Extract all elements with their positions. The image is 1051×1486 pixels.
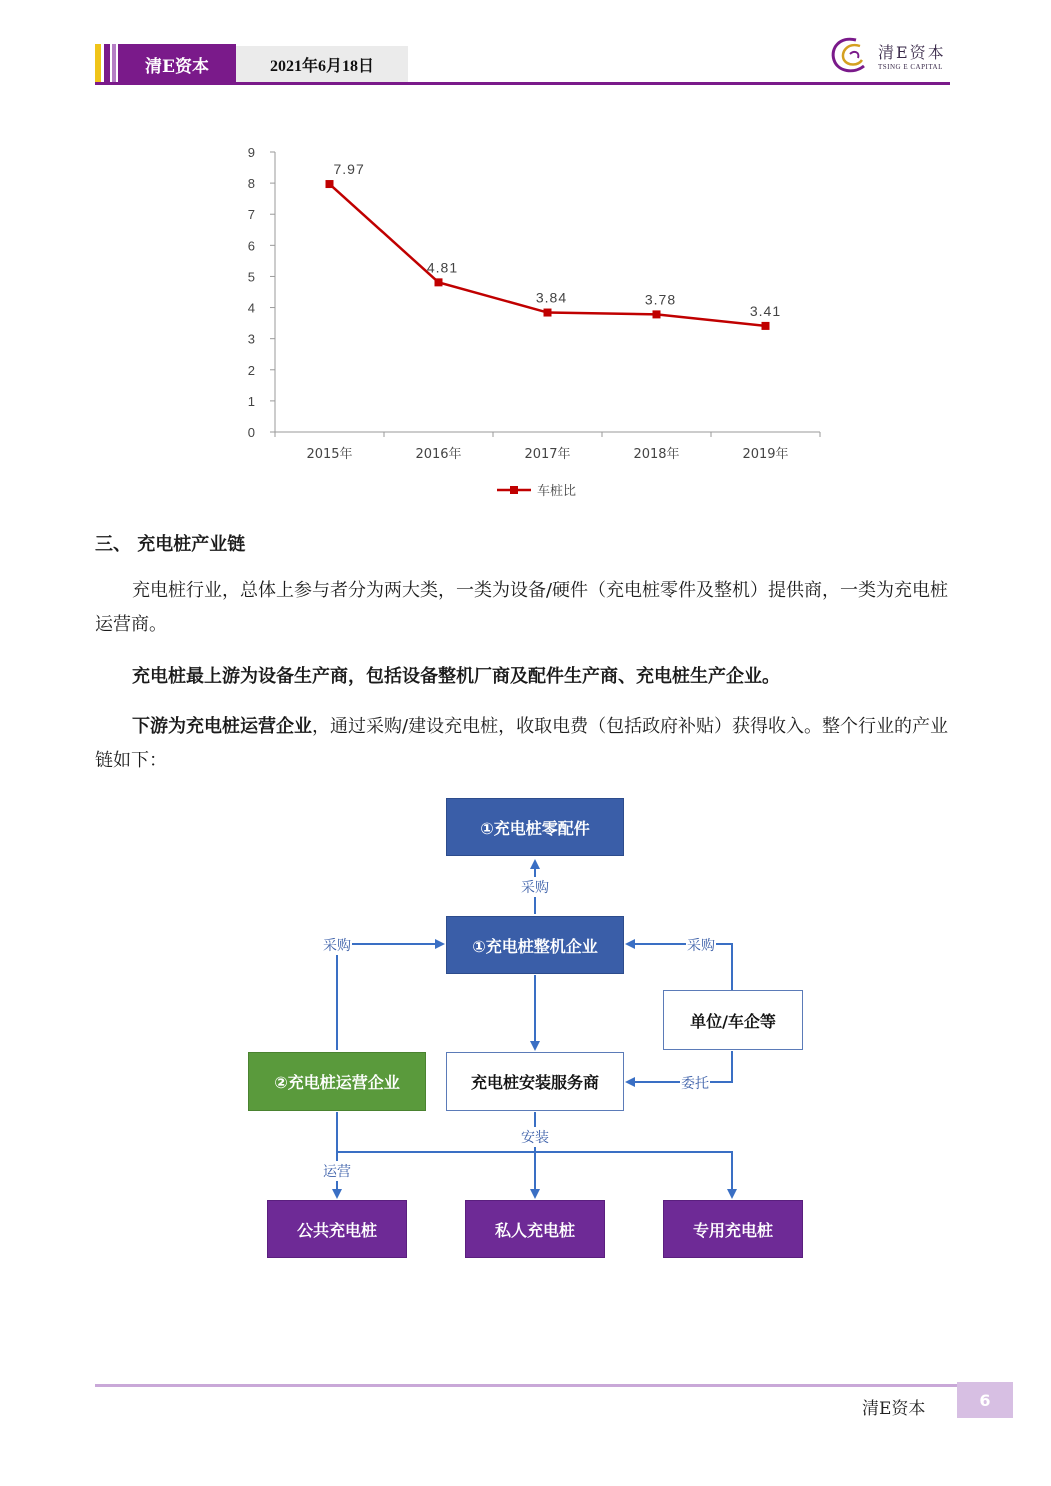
- data-label: 3.78: [644, 291, 677, 308]
- header-date: 2021年6月18日: [236, 46, 408, 82]
- paragraph-3: [95, 710, 960, 778]
- label-operate: 运营: [322, 1161, 352, 1181]
- y-tick-label: 9: [247, 145, 255, 160]
- paragraph-3-rest: ，通过采购/建设充电桩，收取电费（包括政府补贴）获得收入。整个行业的产业链如下：: [95, 716, 949, 771]
- y-tick-label: 3: [247, 331, 255, 347]
- label-buy-up: 采购: [520, 877, 550, 897]
- y-tick-label: 4: [247, 300, 255, 316]
- data-point: [326, 180, 334, 188]
- legend-marker: [510, 486, 518, 494]
- data-point: [544, 309, 552, 317]
- public-charger-box: 公共充电桩: [267, 1200, 407, 1258]
- data-point: [653, 310, 661, 318]
- footer-brand: 清E资本: [862, 1399, 926, 1419]
- legend-label: 车桩比: [537, 484, 577, 499]
- label-buy-right: 采购: [686, 935, 716, 955]
- data-point: [762, 322, 770, 330]
- paragraph-3-bold: 下游为充电桩运营企业: [132, 716, 312, 737]
- y-tick-label: 5: [247, 269, 255, 285]
- x-tick-label: 2017年: [524, 447, 571, 462]
- private-charger-box: 私人充电桩: [465, 1200, 605, 1258]
- header-brand: 清E资本: [118, 44, 236, 84]
- industry-chain-diagram: [240, 790, 820, 1270]
- y-tick-label: 2: [247, 362, 255, 378]
- dedicated-charger-box: 专用充电桩: [663, 1200, 803, 1258]
- header-accent-lilac: [112, 44, 116, 84]
- y-tick-label: 8: [247, 176, 255, 192]
- units-box: 单位/车企等: [663, 990, 803, 1050]
- installer-box: 充电桩安装服务商: [446, 1052, 624, 1111]
- operator-box: ②充电桩运营企业: [248, 1052, 426, 1111]
- header-rule: [95, 82, 950, 85]
- y-tick-label: 6: [247, 238, 255, 254]
- label-entrust: 委托: [680, 1073, 710, 1093]
- logo-text-cn: 清E资本: [878, 43, 946, 62]
- x-tick-label: 2018年: [633, 447, 680, 462]
- data-point: [435, 278, 443, 286]
- logo-icon: [826, 32, 874, 78]
- y-tick-label: 0: [247, 425, 255, 440]
- y-tick-label: 1: [247, 393, 255, 409]
- line-chart: [225, 138, 835, 508]
- section-heading: 三、 充电桩产业链: [95, 534, 246, 555]
- data-label: 7.97: [333, 161, 365, 178]
- maker-box: ①充电桩整机企业: [446, 916, 624, 974]
- footer-rule: [95, 1384, 957, 1387]
- logo-text-en: TSING E CAPITAL: [878, 63, 943, 71]
- x-tick-label: 2015年: [306, 447, 353, 462]
- data-label: 3.84: [535, 289, 568, 306]
- label-buy-left: 采购: [322, 935, 352, 955]
- header-accent-purple: [104, 44, 110, 84]
- label-install: 安装: [520, 1127, 550, 1147]
- x-tick-label: 2019年: [742, 447, 789, 462]
- parts-box: ①充电桩零配件: [446, 798, 624, 856]
- paragraph-1: 充电桩行业，总体上参与者分为两大类，一类为设备/硬件（充电桩零件及整机）提供商，一类为充电桩运营商。: [95, 580, 949, 635]
- data-label: 3.41: [749, 302, 782, 319]
- header-accent-yellow: [95, 44, 101, 84]
- x-tick-label: 2016年: [415, 447, 462, 462]
- y-tick-label: 7: [247, 207, 255, 223]
- paragraph-2: 充电桩最上游为设备生产商，包括设备整机厂商及配件生产商、充电桩生产企业。: [132, 666, 780, 687]
- page-number: 6: [957, 1382, 1013, 1418]
- data-label: 4.81: [426, 259, 459, 276]
